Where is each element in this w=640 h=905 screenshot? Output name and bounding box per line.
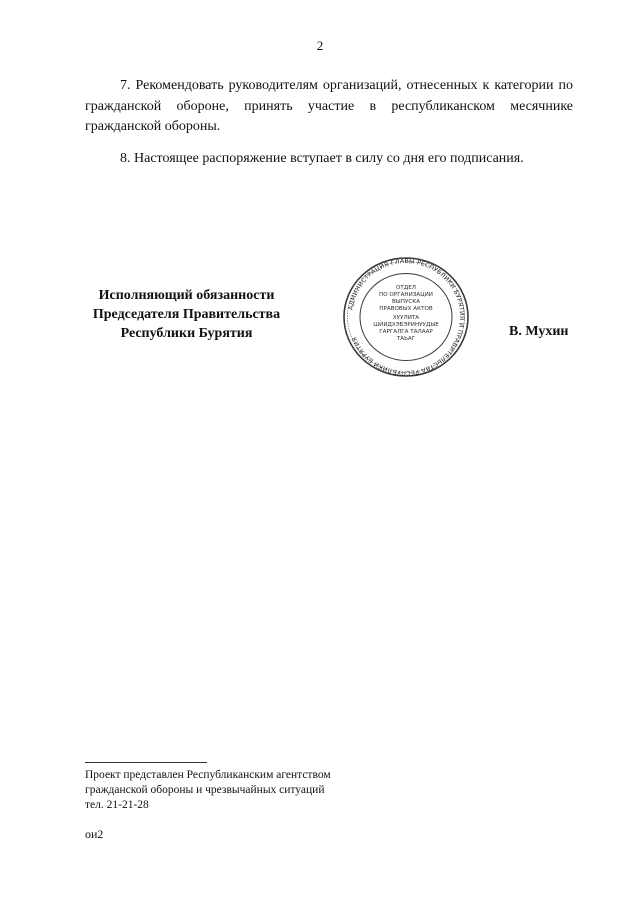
- signatory-title-line: Председателя Правительства: [92, 307, 281, 322]
- paragraph-7: 7. Рекомендовать руководителям организаций, отнесенных к категории по гражданской обороне, принять участие в республиканском месячнике гражданской обороны.: [85, 78, 573, 134]
- seal-inner-text: ШИИДХЭБЭРИНУУДЫЕ: [373, 322, 439, 328]
- signatory-title-line: Исполняющий обязанности: [98, 288, 275, 303]
- footnote-line: гражданской обороны и чрезвычайных ситуаций: [85, 784, 325, 796]
- seal-inner-text: ОТДЕЛ: [396, 285, 416, 291]
- official-seal-stamp: [342, 256, 470, 378]
- paragraph-8: 8. Настоящее распоряжение вступает в силу со дня его подписания.: [120, 151, 524, 166]
- footnote-line: Проект представлен Республиканским агентством: [85, 769, 331, 781]
- seal-inner-text: ТАЬАГ: [396, 336, 416, 342]
- seal-inner-text: ПРАВОВЫХ АКТОВ: [379, 306, 433, 312]
- signatory-title-line: Республики Бурятия: [120, 326, 253, 341]
- seal-outer-text: АДМИНИСТРАЦИЯ ГЛАВЫ РЕСПУБЛИКИ БУРЯТИЯ И ПРАВИТЕЛЬСТВА РЕСПУБЛИКИ БУРЯТИЯ: [347, 257, 466, 377]
- document-code: ои2: [85, 827, 104, 841]
- footnote-line: тел. 21-21-28: [85, 799, 149, 811]
- page-number: 2: [316, 38, 324, 53]
- signatory-title: [80, 286, 293, 343]
- footnote: [85, 768, 331, 813]
- signatory-name: В. Мухин: [509, 324, 569, 339]
- footnote-divider: [85, 762, 207, 763]
- seal-inner-text: ВЫПУСКА: [391, 299, 421, 305]
- seal-inner-text: ГАРГАЛГА ТАЛААР: [379, 329, 433, 335]
- seal-inner-text: ПО ОРГАНИЗАЦИИ: [379, 292, 433, 298]
- seal-inner-text: ХУУЛИТА: [392, 315, 420, 321]
